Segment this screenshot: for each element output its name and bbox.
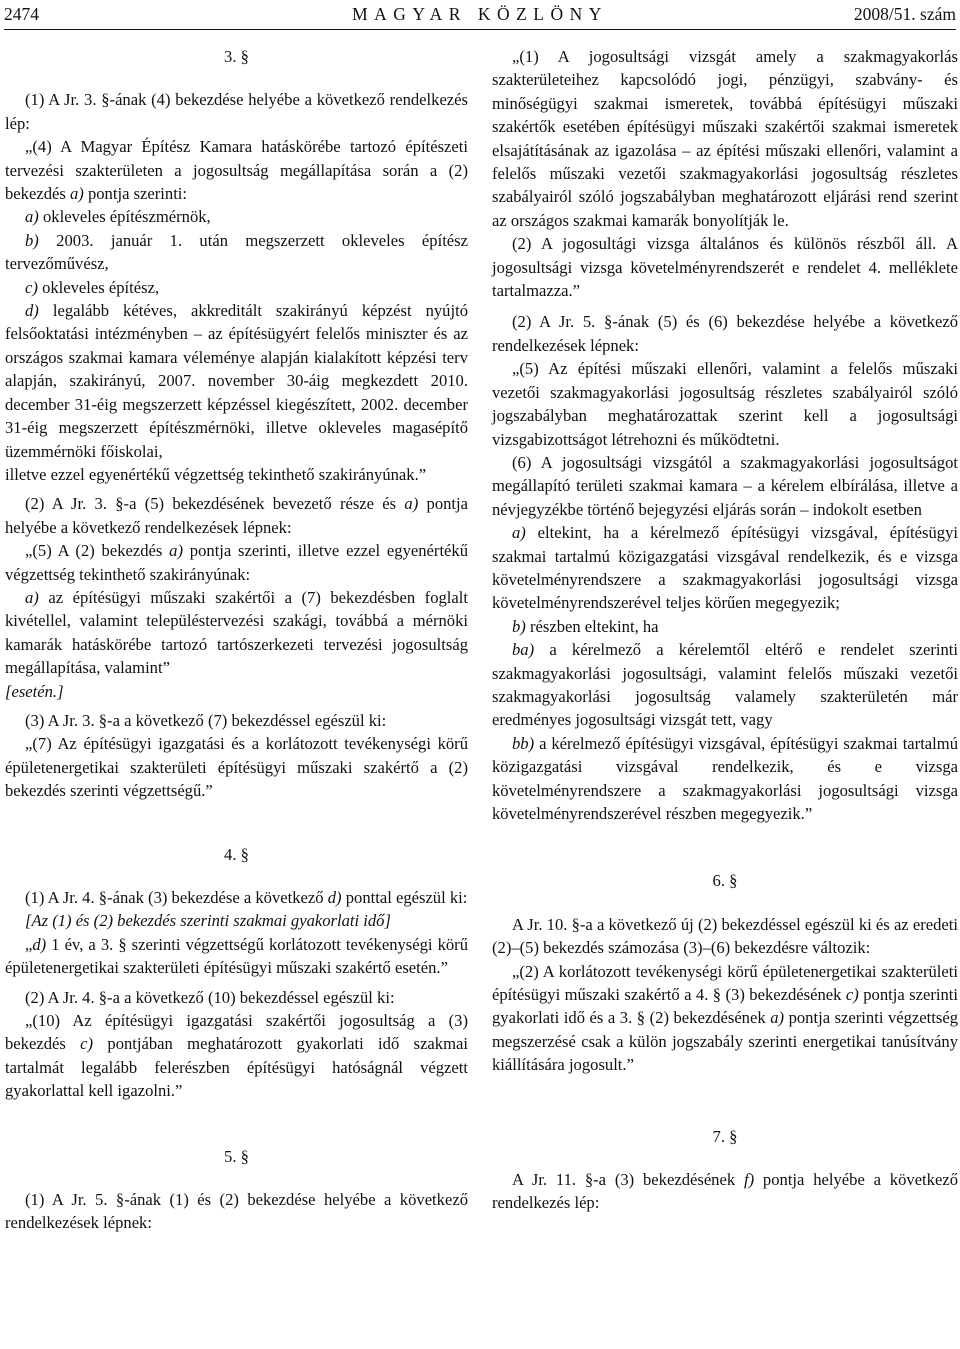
list-item: b) 2003. január 1. után megszerzett okleveles építész tervezőművész, [5,230,468,274]
list-item: d) legalább kétéves, akkreditált szakirányú képzést nyújtó felsőoktatási intézményben – az építésügyért felelős miniszter és az országos szakmai kamara véleménye alapján kialakított képzési terv alapján, szakirányú, 2007. november 30-áig megkezdett 2010. december 31-éig megszerzett képzéssel kiegészített, 2002. december 31-éig megszerzett építészmérnöki, illetve okleveles magasépítő üzemmérnöki főiskolai, [5,301,468,461]
right-column [492,45,958,1215]
page-header [4,2,956,28]
paragraph: (2) A Jr. 4. §-a a következő (10) bekezdéssel egészül ki: [25,987,395,1007]
paragraph: (1) A Jr. 3. §-ának (4) bekezdése helyébe a következő rendelkezés lép: [5,90,468,133]
section-heading-6: 6. § [712,871,738,891]
list-item: ba) a kérelmező a kérelemtől eltérő e rendelet szerinti szakmagyakorlási jogosultsági, valamint felelős műszaki vezetői szakmagyakorlási jogosultság valamely szakterületén már eredményes jogosultsági vizsgát tett, vagy [492,640,958,730]
paragraph: (2) A Jr. 5. §-ának (5) és (6) bekezdése helyébe a következő rendelkezések lépnek: [492,312,958,355]
paragraph: (1) A Jr. 5. §-ának (1) és (2) bekezdése helyébe a következő rendelkezések lépnek: [5,1190,468,1233]
page-number: 2474 [4,4,39,24]
journal-title: MAGYAR KÖZLÖNY [352,4,608,24]
section-heading-7: 7. § [712,1126,738,1146]
paragraph: „(1) A jogosultsági vizsgát amely a szakmagyakorlás szakterületeihez kapcsolódó jogi, pénzügyi, szabvány- és minőségügyi szakmai ismeretek, továbbá építésügyi műszaki szakértők esetében építésügyi műszaki szakértői szakmai ismeretek elsajátításának az igazolása – az építési műszaki ellenőri, valamint a felelős műszaki vezetői szakmagyakorlási jogosultság részletes szabályairól szóló jogszabályban meghatározott eljárási rend szerint az országos szakmai kamarák bonyolítják le. [492,47,958,230]
section-heading-5: 5. § [224,1146,249,1166]
list-item: b) részben eltekint, ha [512,616,659,636]
paragraph: „(4) A Magyar Építész Kamara hatáskörébe tartozó építészeti tervezési szakterületen a jogosultság megállapítása során a (2) bekezdés a) pontja szerinti: [5,137,468,204]
paragraph: „(2) A korlátozott tevékenységi körű épületenergetikai szakterületi építésügyi műszaki szakértő a 4. § (3) bekezdésének c) pontja szerinti gyakorlati idő és a 3. § (2) bekezdésének a) pontja szerinti végzettség megszerzésé csak a külön jogszabály szerinti energetikai tanúsítvány kiállítására jogosult.” [492,961,958,1075]
paragraph: A Jr. 11. §-a (3) bekezdésének f) pontja helyébe a következő rendelkezés lép: [492,1170,958,1213]
list-item: c) okleveles építész, [25,277,160,297]
omitted-text: [esetén.] [5,681,64,701]
section-heading-3: 3. § [224,47,249,66]
paragraph: „(5) Az építési műszaki ellenőri, valamint a felelős műszaki vezetői szakmagyakorlási jogosultság részletes szabályairól szóló jogszabályban meghatározattak szerint kell a jogosultsági vizsgabizottságot létrehozni és működtetni. [492,359,958,449]
paragraph: (2) A jogosultági vizsga általános és különös részből áll. A jogosultsági vizsga követelményrendszerét e rendelet 4. melléklete tartalmazza.” [492,234,958,301]
header-rule [4,29,956,30]
paragraph: [Az (1) és (2) bekezdés szerinti szakmai gyakorlati idő] [25,911,391,931]
list-item: a) okleveles építészmérnök, [25,207,211,227]
list-item: a) eltekint, ha a kérelmező építésügyi vizsgával, építésügyi szakmai tartalmú közigazgatási vizsgával rendelkezik, és e vizsga követelményrendszere a szakmagyakorlási jogosultsági vizsga követelményrendszerével teljes körűen megegyezik; [492,523,958,613]
issue-number: 2008/51. szám [853,4,956,24]
paragraph: (2) A Jr. 3. §-a (5) bekezdésének bevezető része és a) pontja helyébe a következő rendelkezések lépnek: [5,494,469,537]
paragraph: illetve ezzel egyenértékű végzettség tekinthető szakirányúnak.” [5,464,427,484]
paragraph: „(7) Az építésügyi igazgatási és a korlátozott tevékenységi körű épületenergetikai szakterületi építésügyi műszaki szakértő a (2) bekezdés szerinti végzettségű.” [5,734,468,801]
list-item: a) az építésügyi műszaki szakértői a (7) bekezdésben foglalt kivétellel, valamint településtervezési szakági, továbbá a mérnöki kamarák hatáskörébe tartozó tartószerkezeti tervezési jogosultság megállapítása, valamint” [5,587,468,678]
paragraph: „(5) A (2) bekezdés a) pontja szerinti, illetve ezzel egyenértékű végzettség tekinthető szakirányúnak: [5,541,469,584]
paragraph: (1) A Jr. 4. §-ának (3) bekezdése a következő d) ponttal egészül ki: [25,888,468,907]
list-item: bb) a kérelmező építésügyi vizsgával, építésügyi szakmai tartalmú közigazgatási vizsgával rendelkezik, és e vizsga követelményrendszere a szakmagyakorlási jogosultsági vizsga követelményrendszerével részben megegyezik.” [492,733,958,823]
paragraph: (6) A jogosultsági vizsgától a szakmagyakorlási jogosultságot megállapító területi szakmai kamara – a kérelem elbírálása, illetve a névjegyzékbe történő bejegyzési eljárás során – indokolt esetben [492,452,958,519]
section-heading-4: 4. § [224,844,249,864]
left-column [5,45,468,1235]
paragraph: A Jr. 10. §-a a következő új (2) bekezdéssel egészül ki és az eredeti (2)–(5) bekezdés számozása (3)–(6) bekezdésre változik: [492,914,958,958]
paragraph: „d) 1 év, a 3. § szerinti végzettségű korlátozott tevékenységi körű épületenergetikai szakterületi építésügyi műszaki szakértő esetén.” [5,934,468,978]
paragraph: „(10) Az építésügyi igazgatási szakértői jogosultság a (3) bekezdés c) pontjában meghatározott gyakorlati idő szakmai tartalmát legalább felerészben építésügyi hatóságnál végzett gyakorlattal kell igazolni.” [5,1011,468,1101]
paragraph: (3) A Jr. 3. §-a a következő (7) bekezdéssel egészül ki: [25,710,387,730]
